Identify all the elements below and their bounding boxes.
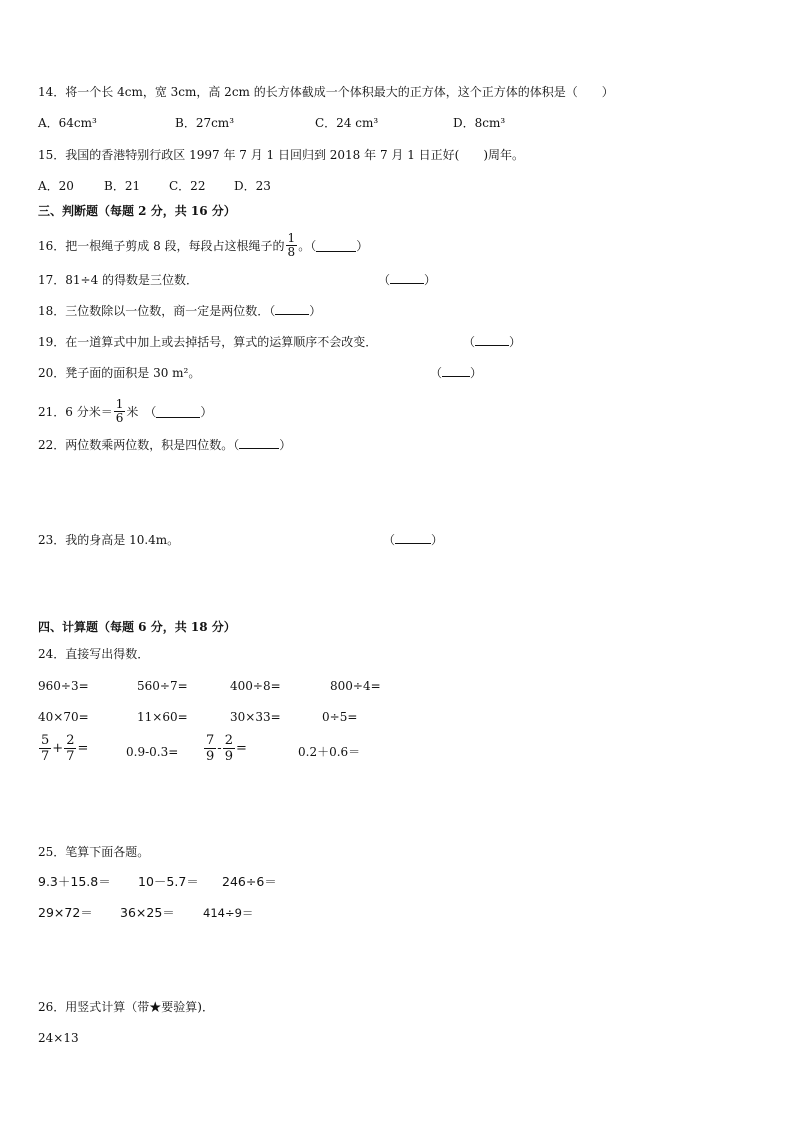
fraction-num: 2 xyxy=(66,733,75,748)
operator: + xyxy=(52,741,64,756)
q15-option-b: B．21 xyxy=(104,179,141,193)
q24-expr: 400÷8= xyxy=(230,679,281,693)
q20-open: （ xyxy=(430,366,443,380)
q14-option-d: D．8cm³ xyxy=(453,116,506,130)
q24-expr: 40×70= xyxy=(38,710,89,724)
question-19: 19．在一道算式中加上或去掉括号，算式的运算顺序不会改变． xyxy=(38,335,378,349)
question-16 xyxy=(38,232,368,259)
q17-open: （ xyxy=(378,273,391,287)
question-24: 24．直接写出得数． xyxy=(38,647,150,661)
q21-suffix: 米 （ xyxy=(126,404,157,419)
q21-fraction-num: 1 xyxy=(115,397,124,411)
question-26: 26．用竖式计算（带★要验算)． xyxy=(38,1000,214,1014)
q19-close: ） xyxy=(509,335,522,349)
fraction-num: 5 xyxy=(41,733,50,748)
q22-text: 22．两位数乘两位数，积是四位数。（ xyxy=(38,438,240,452)
q19-open: （ xyxy=(463,335,476,349)
q24-expr: 30×33= xyxy=(230,710,281,724)
q24-fraction-expr-1 xyxy=(38,733,88,764)
q14-option-c: C．24 cm³ xyxy=(315,116,379,130)
q17-answer-blank[interactable] xyxy=(390,272,424,284)
q16-fraction xyxy=(286,232,298,259)
question-23: 23．我的身高是 10.4m。 xyxy=(38,533,180,547)
fraction-num: 7 xyxy=(206,733,215,748)
q21-close: ） xyxy=(200,404,213,419)
q26-expr: 24×13 xyxy=(38,1031,79,1045)
q16-text: 16．把一根绳子剪成 8 段，每段占这根绳子的 xyxy=(38,238,285,253)
fraction-num: 2 xyxy=(224,733,233,748)
q14-option-b: B．27cm³ xyxy=(175,116,234,130)
q24-expr: 560÷7= xyxy=(137,679,188,693)
q24-expr: 0÷5= xyxy=(322,710,358,724)
q24-expr: 0.9-0.3= xyxy=(126,745,179,759)
fraction-den: 9 xyxy=(224,749,233,764)
q25-expr: 29×72＝ xyxy=(38,905,93,920)
question-14: 14．将一个长 4cm，宽 3cm，高 2cm 的长方体截成一个体积最大的正方体，这个正方体的体积是（ ） xyxy=(38,85,614,99)
q22-answer-blank[interactable] xyxy=(239,437,279,449)
q21-answer-blank[interactable] xyxy=(156,406,200,418)
question-15: 15．我国的香港特别行政区 1997 年 7 月 1 日回归到 2018 年 7 月 1 日正好( )周年。 xyxy=(38,148,525,162)
q23-open: （ xyxy=(383,533,396,547)
q15-option-a: A．20 xyxy=(38,179,74,193)
operator: - xyxy=(217,741,222,756)
q15-option-d: D．23 xyxy=(234,179,271,193)
q17-bracket xyxy=(378,272,436,288)
equals: = xyxy=(77,741,89,756)
fraction-den: 7 xyxy=(41,749,50,764)
q24-expr: 0.2＋0.6＝ xyxy=(298,745,361,759)
q24-expr: 960÷3= xyxy=(38,679,89,693)
q18-close: ） xyxy=(309,304,322,318)
q25-expr: 36×25＝ xyxy=(120,905,175,920)
q14-option-a: A．64cm³ xyxy=(38,116,97,130)
q15-option-c: C．22 xyxy=(169,179,206,193)
question-22 xyxy=(38,437,291,453)
q24-expr: 11×60= xyxy=(137,710,188,724)
q25-expr: 414÷9＝ xyxy=(203,906,254,920)
q20-close: ） xyxy=(470,366,483,380)
q24-fraction-expr-2 xyxy=(203,733,247,764)
fraction-den: 9 xyxy=(206,749,215,764)
q16-suffix: 。（ xyxy=(298,238,317,253)
q21-fraction xyxy=(114,398,126,425)
q16-fraction-num: 1 xyxy=(287,231,296,245)
q25-expr: 10－5.7＝ xyxy=(138,874,199,889)
q18-text: 18．三位数除以一位数，商一定是两位数．（ xyxy=(38,304,276,318)
q16-end: ） xyxy=(356,238,369,253)
question-25: 25．笔算下面各题。 xyxy=(38,845,150,859)
q19-answer-blank[interactable] xyxy=(475,334,509,346)
q20-bracket xyxy=(430,365,482,381)
question-18 xyxy=(38,303,321,319)
fraction xyxy=(64,733,76,764)
q17-close: ） xyxy=(424,273,437,287)
fraction xyxy=(223,733,235,764)
q18-answer-blank[interactable] xyxy=(275,303,309,315)
q20-answer-blank[interactable] xyxy=(442,365,470,377)
fraction xyxy=(204,733,216,764)
section-3-title: 三、判断题（每题 2 分，共 16 分） xyxy=(38,204,236,218)
q21-text: 21．6 分米＝ xyxy=(38,404,113,419)
q21-fraction-den: 6 xyxy=(115,411,124,425)
q23-answer-blank[interactable] xyxy=(395,532,431,544)
q16-fraction-den: 8 xyxy=(287,245,296,259)
fraction-den: 7 xyxy=(66,749,75,764)
q25-expr: 9.3＋15.8＝ xyxy=(38,874,111,889)
section-4-title: 四、计算题（每题 6 分，共 18 分） xyxy=(38,620,236,634)
q16-answer-blank[interactable] xyxy=(316,240,356,252)
question-17: 17．81÷4 的得数是三位数． xyxy=(38,273,199,287)
q24-expr: 800÷4= xyxy=(330,679,381,693)
question-21 xyxy=(38,398,212,425)
equals: = xyxy=(235,741,247,756)
fraction xyxy=(39,733,51,764)
q25-expr: 246÷6＝ xyxy=(222,874,277,889)
q23-bracket xyxy=(383,532,443,548)
question-20: 20．凳子面的面积是 30 m²。 xyxy=(38,366,201,380)
q22-close: ） xyxy=(279,438,292,452)
q19-bracket xyxy=(463,334,521,350)
q23-close: ） xyxy=(431,533,444,547)
